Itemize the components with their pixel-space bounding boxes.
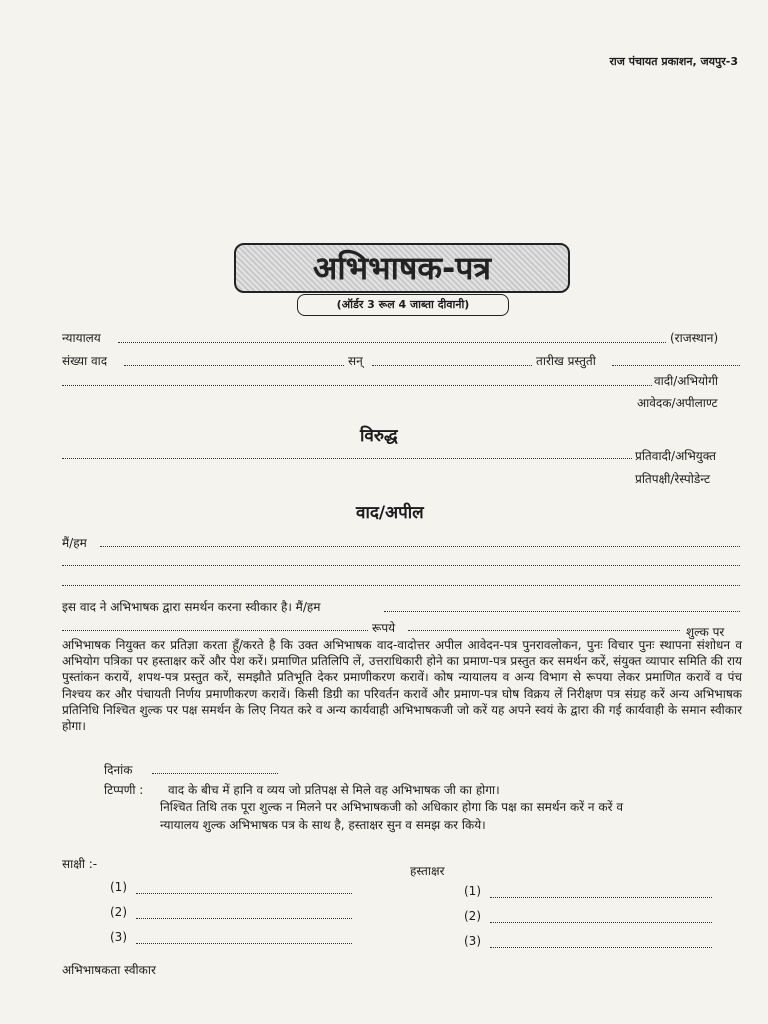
fee-field[interactable] bbox=[408, 630, 680, 631]
signature-field-2[interactable] bbox=[490, 922, 712, 923]
form-title: अभिभाषक-पत्र bbox=[234, 243, 570, 293]
witness-field-2[interactable] bbox=[136, 918, 352, 919]
signature-number-3: (3) bbox=[464, 934, 481, 948]
year-field[interactable] bbox=[372, 365, 532, 366]
accept-field[interactable] bbox=[384, 611, 740, 612]
publisher-name: राज पंचायत प्रकाशन, जयपुर-3 bbox=[609, 55, 738, 68]
hearing-date-label: तारीख प्रस्तुती bbox=[536, 354, 596, 368]
signature-number-2: (2) bbox=[464, 909, 481, 923]
signature-label: हस्ताक्षर bbox=[410, 864, 445, 878]
note-line-2: निश्चित तिथि तक पूरा शुल्क न मिलने पर अभिभाषकजी को अधिकार होगा कि पक्ष का समर्थन करें न करें व bbox=[160, 800, 624, 814]
defendant-label: प्रतिवादी/अभियुक्त bbox=[635, 449, 717, 463]
i-we-field-1[interactable] bbox=[100, 546, 740, 547]
court-field[interactable] bbox=[118, 342, 666, 343]
plaintiff-label: वादी/अभियोगी bbox=[654, 374, 718, 388]
witness-label: साक्षी :- bbox=[62, 857, 98, 871]
i-we-field-3[interactable] bbox=[62, 585, 740, 586]
signature-field-3[interactable] bbox=[490, 947, 712, 948]
respondent-label: प्रतिपक्षी/रेस्पोडेन्ट bbox=[635, 472, 711, 486]
signature-field-1[interactable] bbox=[490, 897, 712, 898]
court-label: न्यायालय bbox=[62, 331, 101, 345]
accept-line: इस वाद ने अभिभाषक द्वारा समर्थन करना स्वीकार है। मैं/हम bbox=[62, 600, 321, 614]
case-number-label: संख्या वाद bbox=[62, 354, 108, 368]
note-line-3: न्यायालय शुल्क अभिभाषक पत्र के साथ है, हस्ताक्षर सुन व समझ कर किये। bbox=[160, 818, 486, 832]
rupees-label: रूपये bbox=[372, 621, 396, 635]
date-field[interactable] bbox=[152, 773, 278, 774]
witness-number-2: (2) bbox=[110, 905, 127, 919]
suit-appeal-heading: वाद/अपील bbox=[356, 503, 424, 523]
witness-number-1: (1) bbox=[110, 880, 127, 894]
witness-field-1[interactable] bbox=[136, 893, 352, 894]
defendant-field[interactable] bbox=[62, 458, 632, 459]
rupees-field[interactable] bbox=[62, 630, 368, 631]
authorization-paragraph: अभिभाषक नियुक्त कर प्रतिज्ञा करता हूँ/करते है कि उक्त अभिभाषक वाद-वादोत्तर अपील आवेदन-पत्र पुनरावलोकन, पुनः विचार पुनः स्थापना संशोधन व अभियोग पत्रिका पर हस्ताक्षर करें और पेश करें। प्रमाणित प्रतिलिपि लें, उत्तराधिकारी होने का प्रमाण-पत्र प्रस्तुत कर समर्थन करें, संयुक्त व्यापार समिति की राय पुस्तांकन करायें, शपथ-पत्र प्रस्तुत करें, समझौते प्रतिभूति देकर प्रमाणीकरण करावें। कोष न्यायालय व अन्य विभाग से रूपया लेकर प्रमाणित करावें व पंच निश्चय कर और पंचायती निर्णय प्रमाणीकरण करावें। किसी डिग्री का परिवर्तन करावें और प्रमाण-पत्र घोष विक्रय लें निरीक्षण पत्र संग्रह करें अन्य अभिभाषक प्रतिनिधि निश्चित शुल्क पर पक्ष समर्थन के लिए नियत करे व अन्य कार्यवाही अभिभाषकजी जो करें यह अपने स्वयं के द्वारा की गई कार्यवाही के समान स्वीकार होगा। bbox=[62, 638, 742, 734]
note-line-1: वाद के बीच में हानि व व्यय जो प्रतिपक्ष से मिले वह अभिभाषक जी का होगा। bbox=[168, 783, 500, 797]
plaintiff-field[interactable] bbox=[62, 385, 652, 386]
case-number-field[interactable] bbox=[124, 365, 344, 366]
versus-heading: विरुद्ध bbox=[360, 426, 398, 446]
year-label: सन् bbox=[348, 354, 363, 368]
i-we-label: मैं/हम bbox=[62, 536, 87, 550]
advocate-accept-label: अभिभाषकता स्वीकार bbox=[62, 963, 156, 977]
fee-label: शुल्क पर bbox=[686, 625, 725, 639]
applicant-label: आवेदक/अपीलाण्ट bbox=[637, 396, 718, 410]
court-suffix: (राजस्थान) bbox=[670, 331, 719, 345]
date-label: दिनांक bbox=[104, 763, 133, 777]
note-label: टिप्पणी : bbox=[104, 783, 144, 797]
witness-number-3: (3) bbox=[110, 930, 127, 944]
hearing-date-field[interactable] bbox=[612, 365, 740, 366]
note-body bbox=[160, 798, 740, 834]
witness-field-3[interactable] bbox=[136, 943, 352, 944]
form-subtitle: (ऑर्डर 3 रूल 4 जाब्ता दीवानी) bbox=[297, 294, 509, 316]
i-we-field-2[interactable] bbox=[62, 565, 740, 566]
signature-number-1: (1) bbox=[464, 884, 481, 898]
